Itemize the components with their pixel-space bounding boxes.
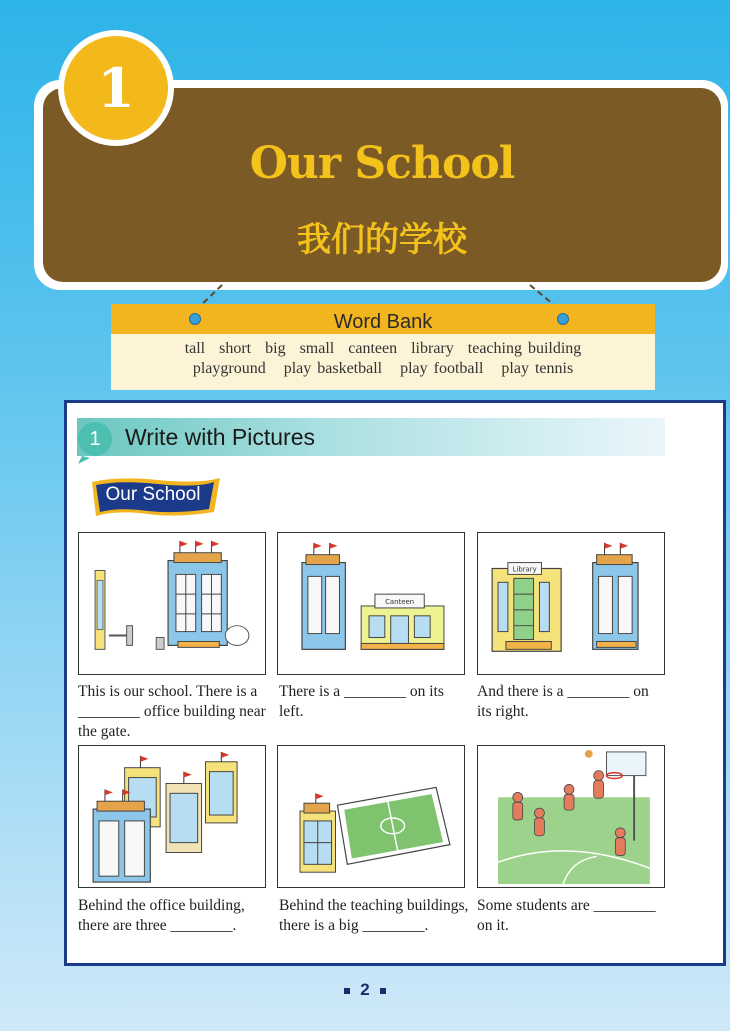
word-bank-row xyxy=(111,340,655,358)
page-title-chinese: 我们的学校 xyxy=(297,220,467,260)
word-bank-title: Word Bank xyxy=(333,310,433,333)
picture-library xyxy=(477,532,665,675)
picture-canteen xyxy=(277,532,465,675)
picture-school-gate xyxy=(78,532,266,675)
word-bank-word: canteen xyxy=(348,340,398,357)
page-number-text: 2 xyxy=(360,980,370,999)
word-bank-word: play basketball xyxy=(283,360,383,377)
picture-caption: This is our school. There is a ________ office building near the gate. xyxy=(78,683,266,740)
picture-playground xyxy=(277,745,465,888)
picture-teaching-buildings xyxy=(78,745,266,888)
word-bank-word: tall xyxy=(184,340,206,357)
word-bank-word: play football xyxy=(400,360,484,377)
word-bank-row xyxy=(111,360,655,378)
word-bank-word: playground xyxy=(192,360,266,377)
square-bullet-icon xyxy=(344,988,350,994)
library-sign: Library xyxy=(512,565,537,574)
word-bank-word: big xyxy=(265,340,286,357)
page-number xyxy=(0,980,730,1000)
square-bullet-icon xyxy=(380,988,386,994)
pin-icon xyxy=(189,313,201,325)
unit-number: 1 xyxy=(97,56,135,120)
picture-caption: Behind the teaching buildings, there is a big ________. xyxy=(279,897,469,934)
canteen-sign: Canteen xyxy=(385,597,415,606)
picture-caption: There is a ________ on its left. xyxy=(279,683,444,720)
word-bank-word: play tennis xyxy=(501,360,574,377)
picture-basketball xyxy=(477,745,665,888)
tag-label: Our School xyxy=(105,484,201,505)
section-number-bubble xyxy=(78,422,112,456)
word-bank-word: short xyxy=(219,340,252,357)
word-bank-word: small xyxy=(299,340,335,357)
word-bank xyxy=(111,334,655,390)
word-bank-word: teaching building xyxy=(467,340,582,357)
hanging-strings xyxy=(0,0,730,340)
section-title: Write with Pictures xyxy=(125,424,316,450)
pin-icon xyxy=(557,313,569,325)
picture-caption: Behind the office building, there are three ________. xyxy=(78,897,245,934)
section-number: 1 xyxy=(89,427,101,450)
picture-caption: And there is a ________ on its right. xyxy=(477,683,649,720)
page-title: Our School xyxy=(249,138,515,189)
picture-caption: Some students are ________ on it. xyxy=(477,897,656,934)
word-bank-word: library xyxy=(411,340,454,357)
